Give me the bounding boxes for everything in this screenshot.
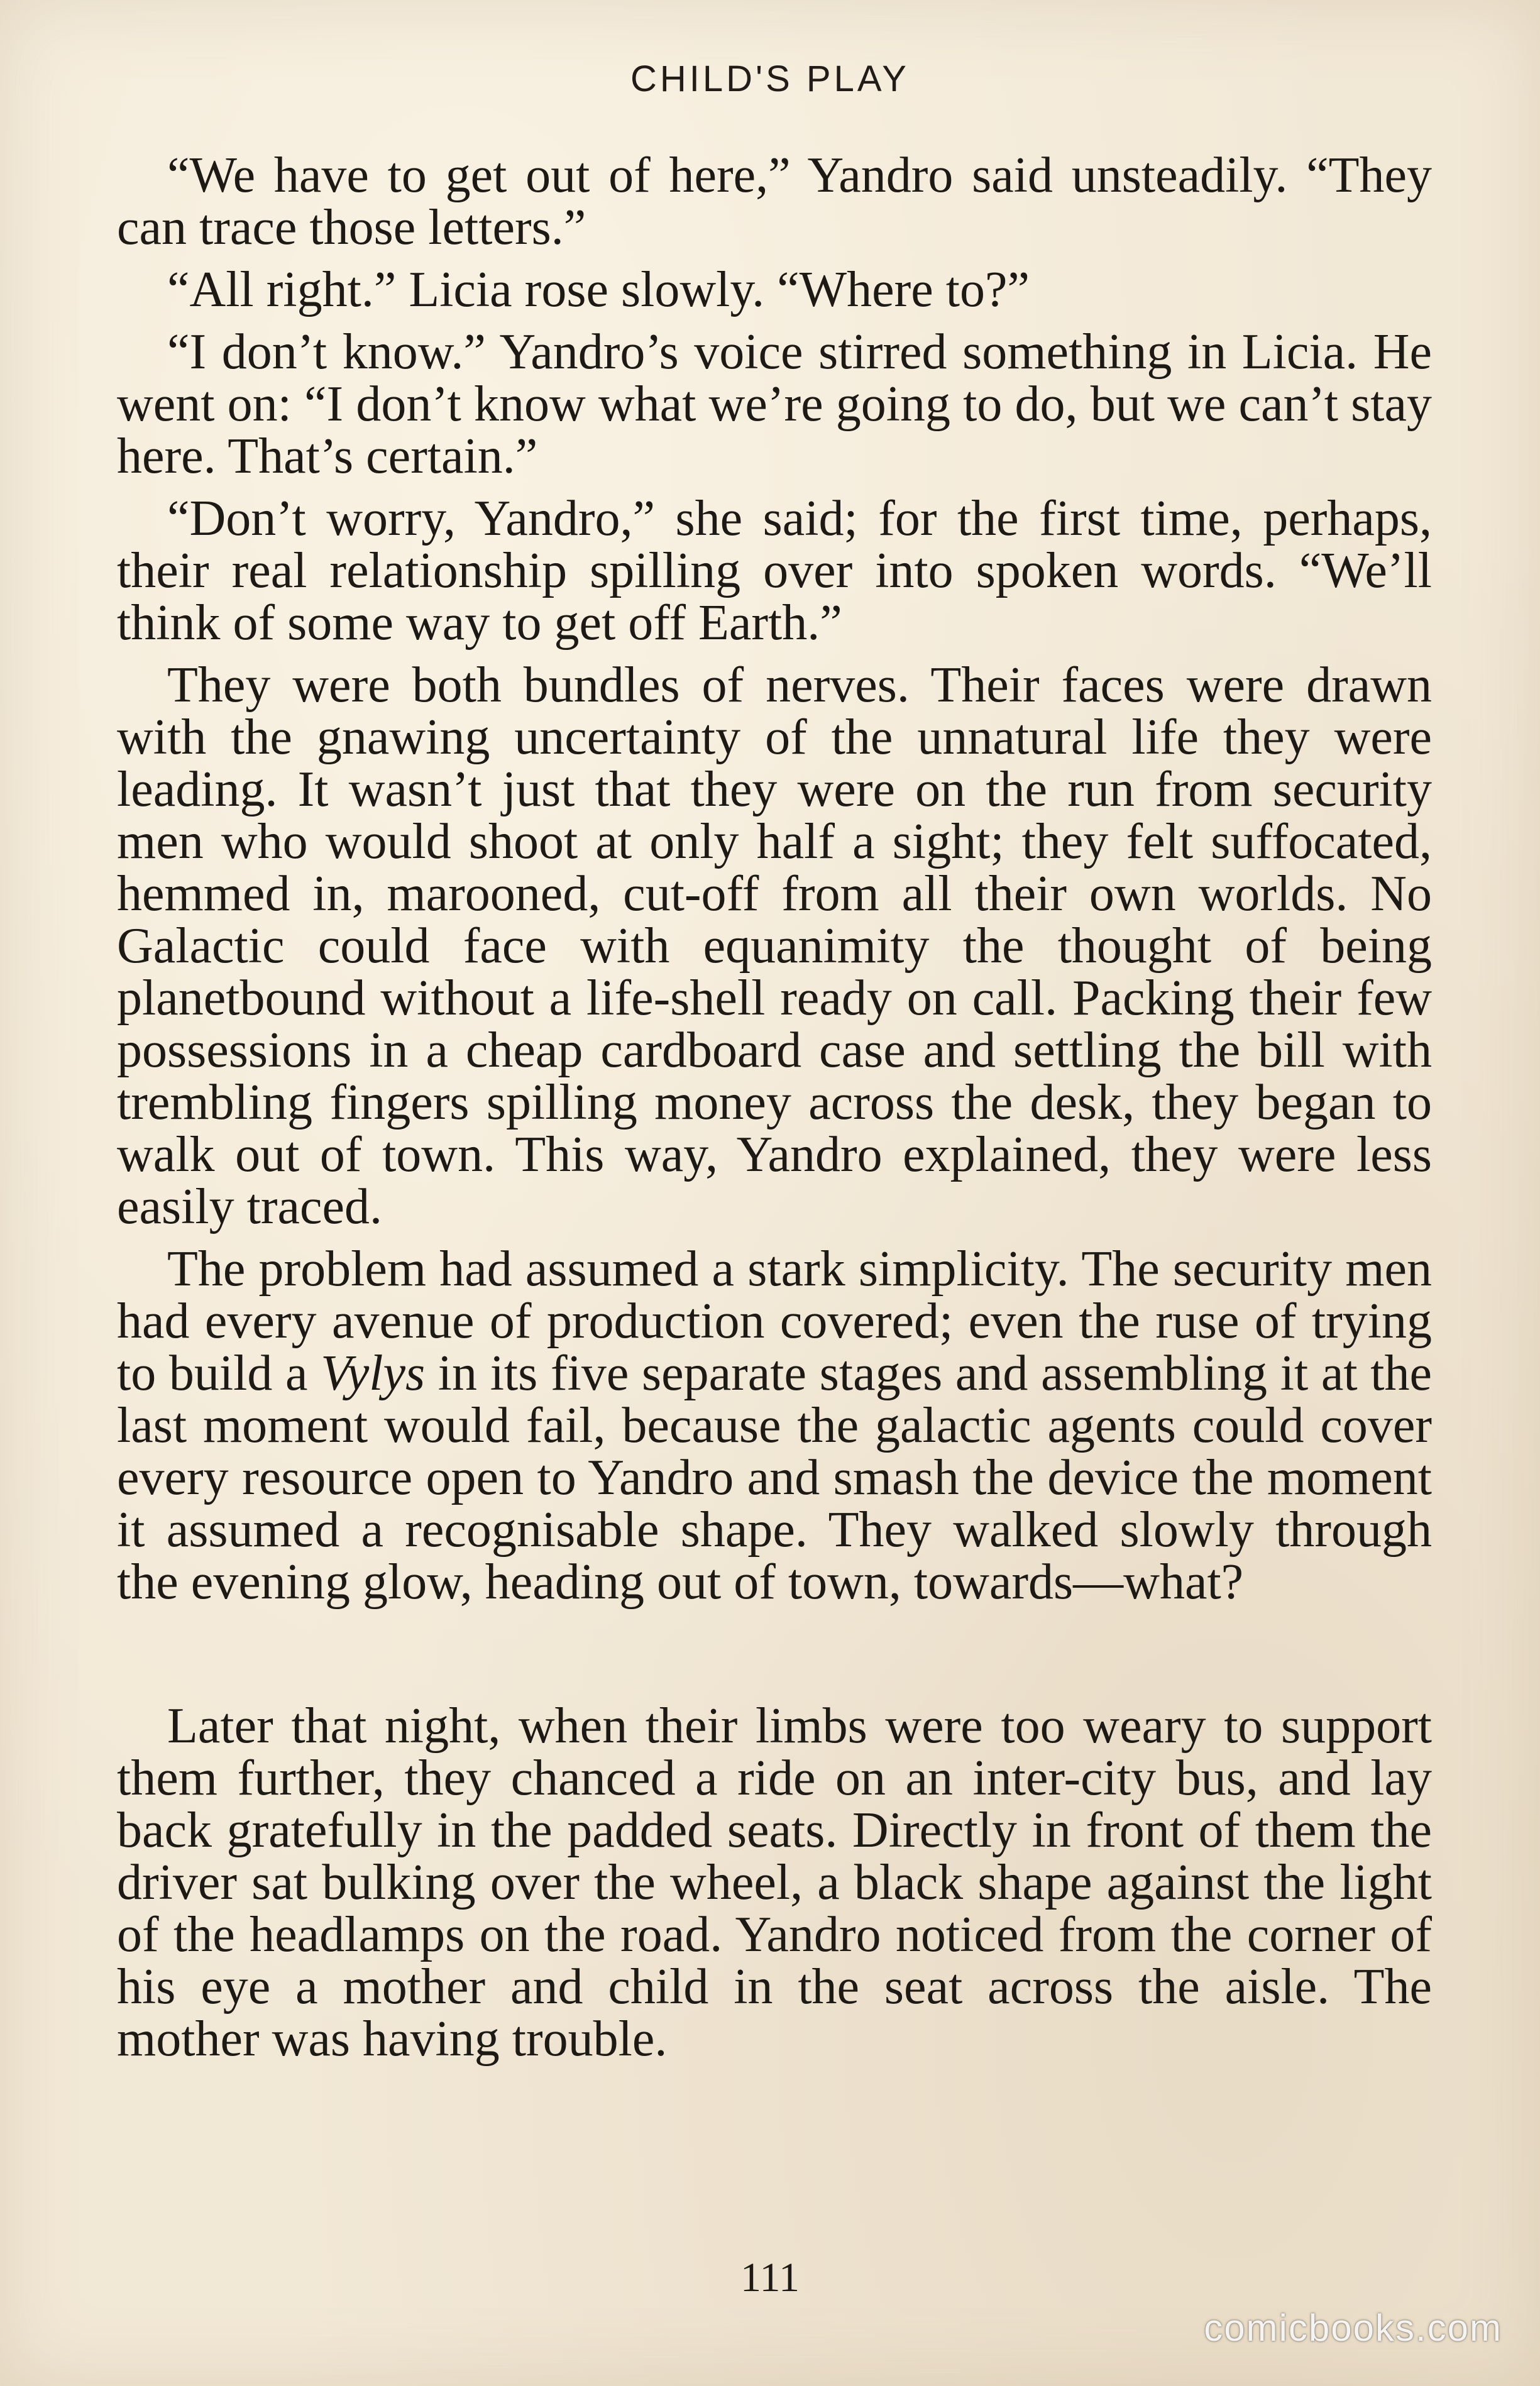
paragraph-6-part-2: in its five separate stages and assembling it at the last moment would fail, because the galactic agents could cover every resource open to Yandro and smash the device the moment it assumed a recognisable shape. They walked slowly through the evening glow, heading out of town, towards—what?: [117, 1346, 1432, 1610]
paragraph-7: Later that night, when their limbs were too weary to support them further, they chanced a ride on an inter-city bus, and lay back gratefully in the padded seats. Directly in front of them the driver sat bulking over the wheel, a black shape against the light of the headlamps on the road. Yandro noticed from the corner of his eye a mother and child in the seat across the aisle. The mother was having trouble.: [117, 1698, 1432, 2067]
paragraph-5: They were both bundles of nerves. Their faces were drawn with the gnawing uncertainty of the unnatural life they were leading. It wasn’t just that they were on the run from security men who would shoot at only half a sight; they felt suffocated, hemmed in, marooned, cut-off from all their own worlds. No Galactic could face with equanimity the thought of being planetbound without a life-shell ready on call. Packing their few possessions in a cheap cardboard case and settling the bill with trembling fingers spilling money across the desk, they began to walk out of town. This way, Yandro explained, they were less easily traced.: [117, 657, 1432, 1234]
page-number: 111: [740, 2255, 800, 2301]
paragraph-6: [117, 1243, 1432, 1608]
paragraph-6-italic-word: Vylys: [321, 1346, 426, 1401]
running-head: CHILD'S PLAY: [630, 58, 910, 99]
watermark: comicbooks.com: [1204, 2307, 1502, 2349]
paragraph-6-part-1: The problem had assumed a stark simplicity. The security men had every avenue of production covered; even the ruse of trying to build a: [117, 1241, 1432, 1401]
paragraph-3: “I don’t know.” Yandro’s voice stirred something in Licia. He went on: “I don’t know what we’re going to do, but we can’t stay here. That’s certain.”: [117, 324, 1432, 484]
body-text: [117, 150, 1432, 2075]
paragraph-2: “All right.” Licia rose slowly. “Where to?”: [167, 262, 1030, 317]
paragraph-1: “We have to get out of here,” Yandro said unsteadily. “They can trace those letters.”: [117, 148, 1432, 255]
paragraph-4: “Don’t worry, Yandro,” she said; for the first time, perhaps, their real relationship spilling over into spoken words. “We’ll think of some way to get off Earth.”: [117, 491, 1432, 651]
section-break: [117, 1619, 1432, 1700]
